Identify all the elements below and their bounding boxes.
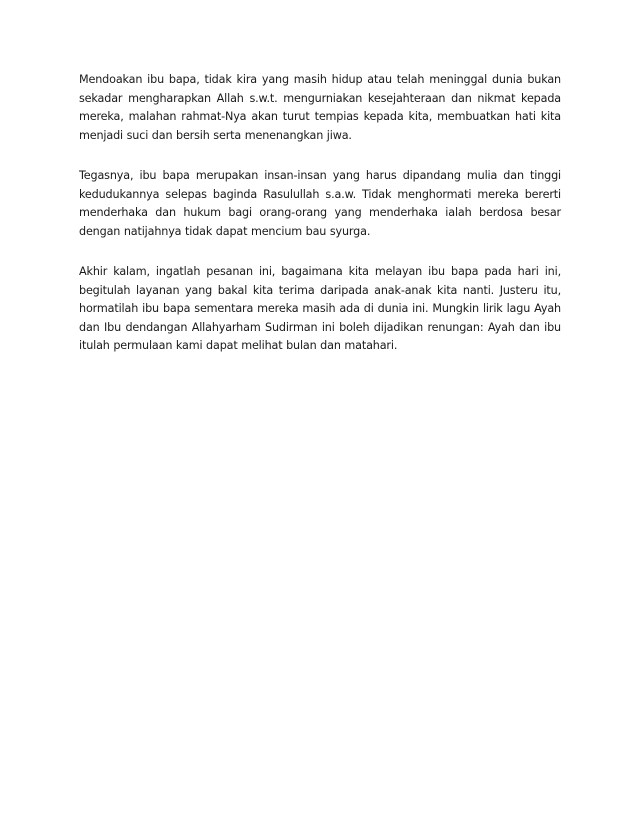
paragraph-3: Akhir kalam, ingatlah pesanan ini, bagaimana kita melayan ibu bapa pada hari ini, begitulah layanan yang bakal kita terima daripada anak-anak kita nanti. Justeru itu, hormatilah ibu bapa sementara mereka masih ada di dunia ini. Mungkin lirik lagu Ayah dan Ibu dendangan Allahyarham Sudirman ini boleh dijadikan renungan: Ayah dan ibu itulah permulaan kami dapat melihat bulan dan matahari. [79,265,561,352]
document-body [79,71,561,378]
paragraph-2: Tegasnya, ibu bapa merupakan insan-insan yang harus dipandang mulia dan tinggi kedudukannya selepas baginda Rasulullah s.a.w. Tidak menghormati mereka bererti menderhaka dan hukum bagi orang-orang yang menderhaka ialah berdosa besar dengan natijahnya tidak dapat mencium bau syurga. [79,169,561,238]
paragraph-1: Mendoakan ibu bapa, tidak kira yang masih hidup atau telah meninggal dunia bukan sekadar mengharapkan Allah s.w.t. mengurniakan kesejahteraan dan nikmat kepada mereka, malahan rahmat-Nya akan turut tempias kepada kita, membuatkan hati kita menjadi suci dan bersih serta menenangkan jiwa. [79,73,561,142]
